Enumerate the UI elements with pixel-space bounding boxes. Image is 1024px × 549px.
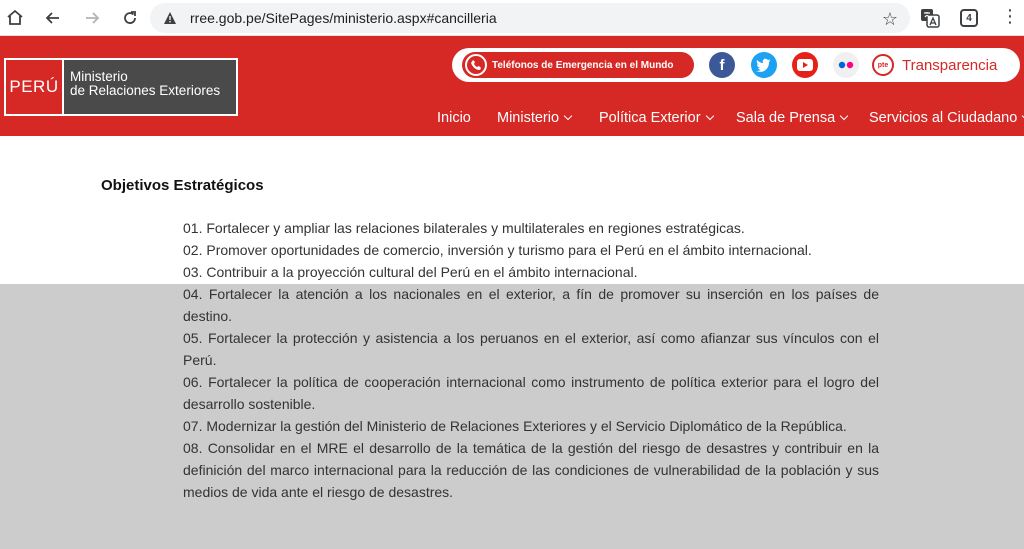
objective-item: 04. Fortalecer la atención a los nacionales en el exterior, a fín de promover su inserción en los países de destino.: [183, 286, 879, 324]
logo-country: PERÚ: [6, 60, 62, 114]
url-text[interactable]: rree.gob.pe/SitePages/ministerio.aspx#cancilleria: [190, 10, 497, 26]
twitter-icon[interactable]: [751, 52, 777, 78]
site-header: [0, 36, 1024, 136]
objectives-list: [183, 217, 879, 503]
section-title: Objetivos Estratégicos: [101, 177, 264, 194]
objective-item: 01. Fortalecer y ampliar las relaciones bilaterales y multilaterales en regiones estratégicas.: [183, 220, 745, 236]
browser-toolbar: [0, 0, 1024, 36]
address-bar[interactable]: [150, 3, 910, 33]
nav-item-sala-de-prensa[interactable]: [736, 108, 847, 128]
home-icon[interactable]: [3, 6, 27, 30]
chevron-down-icon: [705, 112, 713, 120]
tab-count-button[interactable]: 4: [960, 9, 978, 27]
nav-label: Ministerio: [497, 110, 560, 126]
ministry-logo[interactable]: [4, 58, 238, 116]
nav-item-ministerio[interactable]: [497, 108, 571, 128]
nav-item-inicio[interactable]: [437, 108, 471, 128]
youtube-icon[interactable]: [792, 52, 818, 78]
nav-label: Servicios al Ciudadano: [869, 110, 1018, 126]
nav-label: Política Exterior: [599, 110, 701, 126]
chevron-down-icon: [564, 112, 572, 120]
transparency-portal-icon: pte: [872, 54, 894, 76]
logo-line-1: Ministerio: [70, 69, 128, 84]
objective-item: 07. Modernizar la gestión del Ministerio de Relaciones Exteriores y el Servicio Diplomático de la República.: [183, 418, 847, 434]
translate-icon[interactable]: [920, 8, 940, 28]
objective-item: 03. Contribuir a la proyección cultural del Perú en el ámbito internacional.: [183, 264, 638, 280]
objective-item: 08. Consolidar en el MRE el desarrollo de la temática de la gestión del riesgo de desastres y contribuir en la definición del marco internacional para la reducción de las condiciones de vulnerabilidad de la población y sus medios de vida ante el riesgo de desastres.: [183, 440, 879, 500]
logo-ministry-name: [62, 60, 236, 114]
not-secure-warning-icon[interactable]: [162, 10, 178, 26]
transparency-link[interactable]: [872, 52, 997, 78]
nav-label: Sala de Prensa: [736, 110, 836, 126]
objective-item: 05. Fortalecer la protección y asistencia a los peruanos en el exterior, así como afianzar sus vínculos con el Perú.: [183, 330, 879, 368]
objective-item: 02. Promover oportunidades de comercio, inversión y turismo para el Perú en el ámbito internacional.: [183, 242, 812, 258]
bookmark-star-icon[interactable]: ☆: [881, 9, 898, 29]
nav-label: Inicio: [437, 110, 471, 126]
nav-item-servicios-al-ciudadano[interactable]: [869, 108, 1024, 128]
flickr-icon[interactable]: [833, 52, 859, 78]
facebook-glyph: f: [719, 56, 725, 74]
logo-line-2: de Relaciones Exteriores: [70, 83, 221, 98]
back-icon[interactable]: [41, 6, 65, 30]
nav-item-politica-exterior[interactable]: [599, 108, 713, 128]
facebook-icon[interactable]: [709, 52, 735, 78]
objective-item: 06. Fortalecer la política de cooperación internacional como instrumento de política exterior para el logro del desarrollo sostenible.: [183, 374, 879, 412]
emergency-phones-button[interactable]: [462, 52, 694, 78]
chevron-down-icon: [840, 112, 848, 120]
reload-icon[interactable]: [118, 6, 142, 30]
emergency-phones-label: Teléfonos de Emergencia en el Mundo: [492, 59, 674, 71]
utility-bar: [452, 48, 1020, 82]
phone-icon: [465, 54, 487, 76]
forward-icon[interactable]: [80, 6, 104, 30]
transparency-label: Transparencia: [902, 56, 998, 74]
browser-menu-icon[interactable]: ⋮: [1001, 6, 1019, 26]
